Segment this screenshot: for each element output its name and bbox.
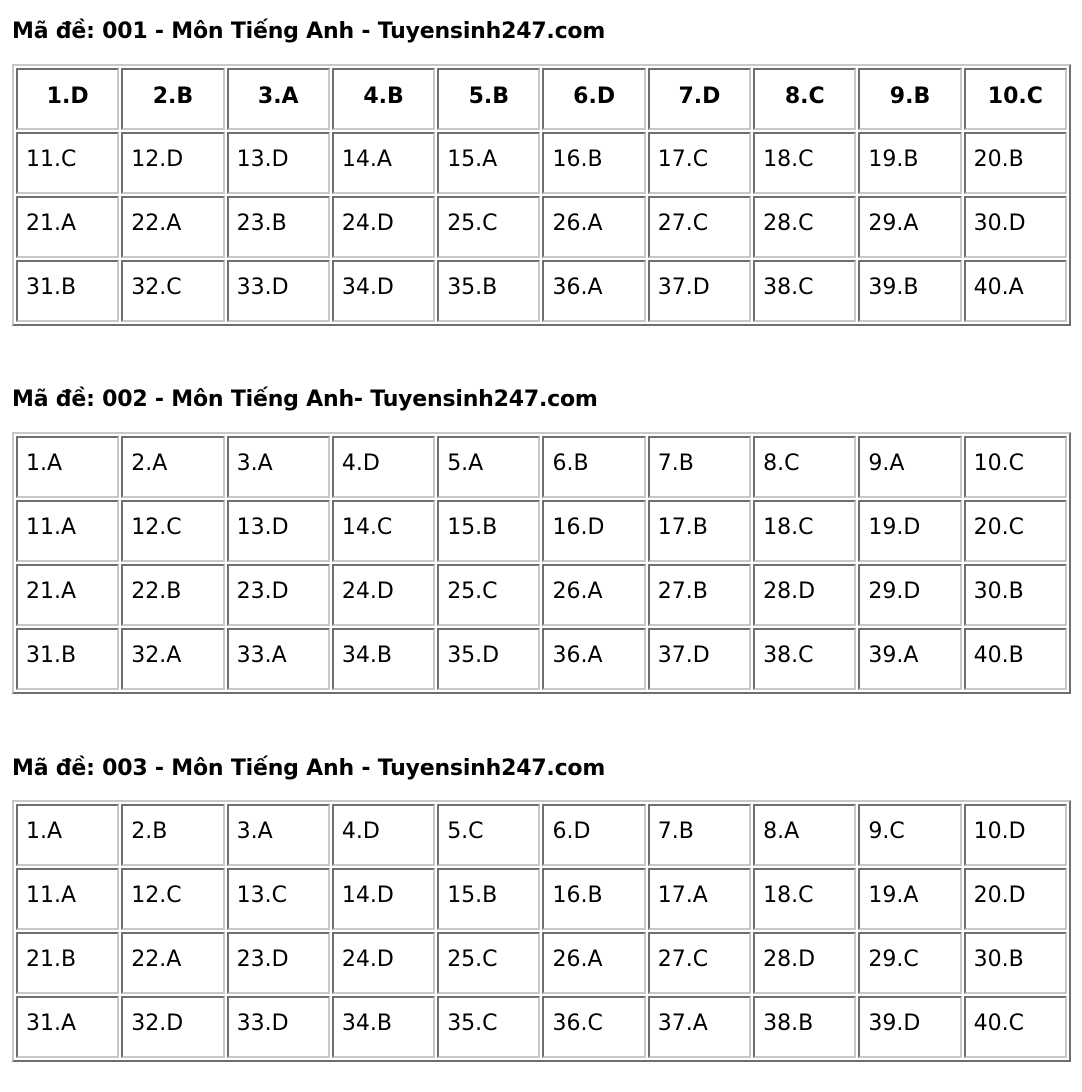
answer-cell: 28.D	[753, 932, 856, 994]
answer-cell: 40.B	[964, 628, 1067, 690]
answer-cell: 23.D	[227, 932, 330, 994]
table-row	[16, 196, 1067, 258]
answer-cell: 2.B	[121, 804, 224, 866]
answer-cell: 28.D	[753, 564, 856, 626]
answer-cell: 7.B	[648, 436, 751, 498]
answer-cell: 31.B	[16, 628, 119, 690]
answer-cell: 17.A	[648, 868, 751, 930]
answer-cell: 22.A	[121, 196, 224, 258]
answer-cell: 39.A	[858, 628, 961, 690]
table-row	[16, 436, 1067, 498]
answer-cell: 34.B	[332, 996, 435, 1058]
answer-cell: 26.A	[542, 196, 645, 258]
answer-cell: 32.D	[121, 996, 224, 1058]
answer-cell: 24.D	[332, 196, 435, 258]
table-row	[16, 132, 1067, 194]
answer-cell: 35.B	[437, 260, 540, 322]
answer-cell: 6.D	[542, 68, 645, 130]
table-row	[16, 804, 1067, 866]
answer-cell: 27.B	[648, 564, 751, 626]
answer-cell: 10.D	[964, 804, 1067, 866]
answer-cell: 30.B	[964, 932, 1067, 994]
answer-cell: 14.D	[332, 868, 435, 930]
answer-cell: 24.D	[332, 932, 435, 994]
answer-cell: 31.B	[16, 260, 119, 322]
answer-cell: 21.A	[16, 564, 119, 626]
answer-cell: 26.A	[542, 932, 645, 994]
section-title: Mã đề: 003 - Môn Tiếng Anh - Tuyensinh247.com	[12, 756, 606, 781]
answer-cell: 2.A	[121, 436, 224, 498]
answer-table	[12, 800, 1071, 1062]
answer-cell: 30.D	[964, 196, 1067, 258]
answer-cell: 3.A	[227, 804, 330, 866]
answer-cell: 19.D	[858, 500, 961, 562]
answer-cell: 34.D	[332, 260, 435, 322]
answer-cell: 37.D	[648, 628, 751, 690]
answer-cell: 40.A	[964, 260, 1067, 322]
answer-cell: 20.C	[964, 500, 1067, 562]
answer-cell: 11.A	[16, 500, 119, 562]
answer-cell: 37.A	[648, 996, 751, 1058]
answer-cell: 38.B	[753, 996, 856, 1058]
answer-cell: 24.D	[332, 564, 435, 626]
answer-cell: 37.D	[648, 260, 751, 322]
answer-cell: 18.C	[753, 132, 856, 194]
answer-cell: 15.B	[437, 500, 540, 562]
table-row	[16, 628, 1067, 690]
answer-cell: 39.D	[858, 996, 961, 1058]
answer-cell: 35.C	[437, 996, 540, 1058]
table-row	[16, 564, 1067, 626]
answer-cell: 35.D	[437, 628, 540, 690]
answer-cell: 17.C	[648, 132, 751, 194]
answer-cell: 18.C	[753, 868, 856, 930]
answer-table	[12, 64, 1071, 326]
answer-cell: 4.D	[332, 804, 435, 866]
answer-cell: 3.A	[227, 436, 330, 498]
answer-cell: 1.A	[16, 804, 119, 866]
section-title: Mã đề: 001 - Môn Tiếng Anh - Tuyensinh247.com	[12, 19, 606, 44]
answer-cell: 38.C	[753, 260, 856, 322]
section-title: Mã đề: 002 - Môn Tiếng Anh- Tuyensinh247.com	[12, 387, 598, 412]
answer-cell: 1.A	[16, 436, 119, 498]
answer-cell: 33.D	[227, 260, 330, 322]
answer-cell: 5.A	[437, 436, 540, 498]
answer-cell: 28.C	[753, 196, 856, 258]
answer-cell: 10.C	[964, 68, 1067, 130]
answer-cell: 6.D	[542, 804, 645, 866]
table-row	[16, 68, 1067, 130]
answer-cell: 15.B	[437, 868, 540, 930]
answer-cell: 16.B	[542, 132, 645, 194]
answer-cell: 27.C	[648, 196, 751, 258]
answer-cell: 32.C	[121, 260, 224, 322]
answer-cell: 38.C	[753, 628, 856, 690]
answer-cell: 22.B	[121, 564, 224, 626]
answer-cell: 8.C	[753, 68, 856, 130]
answer-cell: 19.B	[858, 132, 961, 194]
answer-cell: 13.D	[227, 132, 330, 194]
answer-cell: 25.C	[437, 564, 540, 626]
answer-cell: 33.D	[227, 996, 330, 1058]
answer-cell: 34.B	[332, 628, 435, 690]
answer-cell: 9.B	[858, 68, 961, 130]
answer-cell: 20.B	[964, 132, 1067, 194]
answer-cell: 25.C	[437, 196, 540, 258]
answer-cell: 19.A	[858, 868, 961, 930]
answer-cell: 5.C	[437, 804, 540, 866]
answer-cell: 7.B	[648, 804, 751, 866]
answer-cell: 8.A	[753, 804, 856, 866]
answer-cell: 4.D	[332, 436, 435, 498]
answer-cell: 21.A	[16, 196, 119, 258]
answer-cell: 10.C	[964, 436, 1067, 498]
table-row	[16, 932, 1067, 994]
answer-cell: 40.C	[964, 996, 1067, 1058]
answer-cell: 31.A	[16, 996, 119, 1058]
answer-cell: 12.C	[121, 868, 224, 930]
answer-cell: 21.B	[16, 932, 119, 994]
answer-cell: 7.D	[648, 68, 751, 130]
answer-cell: 11.A	[16, 868, 119, 930]
answer-cell: 36.A	[542, 628, 645, 690]
answer-cell: 29.C	[858, 932, 961, 994]
answer-cell: 5.B	[437, 68, 540, 130]
answer-cell: 29.A	[858, 196, 961, 258]
answer-cell: 36.C	[542, 996, 645, 1058]
answer-cell: 33.A	[227, 628, 330, 690]
answer-cell: 4.B	[332, 68, 435, 130]
answer-cell: 8.C	[753, 436, 856, 498]
answer-cell: 36.A	[542, 260, 645, 322]
answer-cell: 32.A	[121, 628, 224, 690]
answer-cell: 39.B	[858, 260, 961, 322]
answer-cell: 25.C	[437, 932, 540, 994]
answer-cell: 20.D	[964, 868, 1067, 930]
answer-cell: 16.B	[542, 868, 645, 930]
answer-cell: 15.A	[437, 132, 540, 194]
answer-cell: 14.A	[332, 132, 435, 194]
answer-cell: 23.B	[227, 196, 330, 258]
answer-cell: 9.C	[858, 804, 961, 866]
answer-cell: 2.B	[121, 68, 224, 130]
answer-cell: 18.C	[753, 500, 856, 562]
answer-cell: 13.C	[227, 868, 330, 930]
answer-cell: 14.C	[332, 500, 435, 562]
answer-cell: 26.A	[542, 564, 645, 626]
answer-cell: 9.A	[858, 436, 961, 498]
answer-cell: 11.C	[16, 132, 119, 194]
table-row	[16, 500, 1067, 562]
answer-cell: 12.C	[121, 500, 224, 562]
answer-cell: 27.C	[648, 932, 751, 994]
table-row	[16, 868, 1067, 930]
answer-table	[12, 432, 1071, 694]
answer-cell: 17.B	[648, 500, 751, 562]
table-row	[16, 996, 1067, 1058]
answer-cell: 23.D	[227, 564, 330, 626]
answer-cell: 1.D	[16, 68, 119, 130]
answer-cell: 12.D	[121, 132, 224, 194]
answer-cell: 6.B	[542, 436, 645, 498]
answer-cell: 13.D	[227, 500, 330, 562]
answer-cell: 3.A	[227, 68, 330, 130]
table-row	[16, 260, 1067, 322]
answer-cell: 30.B	[964, 564, 1067, 626]
answer-cell: 22.A	[121, 932, 224, 994]
answer-cell: 16.D	[542, 500, 645, 562]
answer-cell: 29.D	[858, 564, 961, 626]
